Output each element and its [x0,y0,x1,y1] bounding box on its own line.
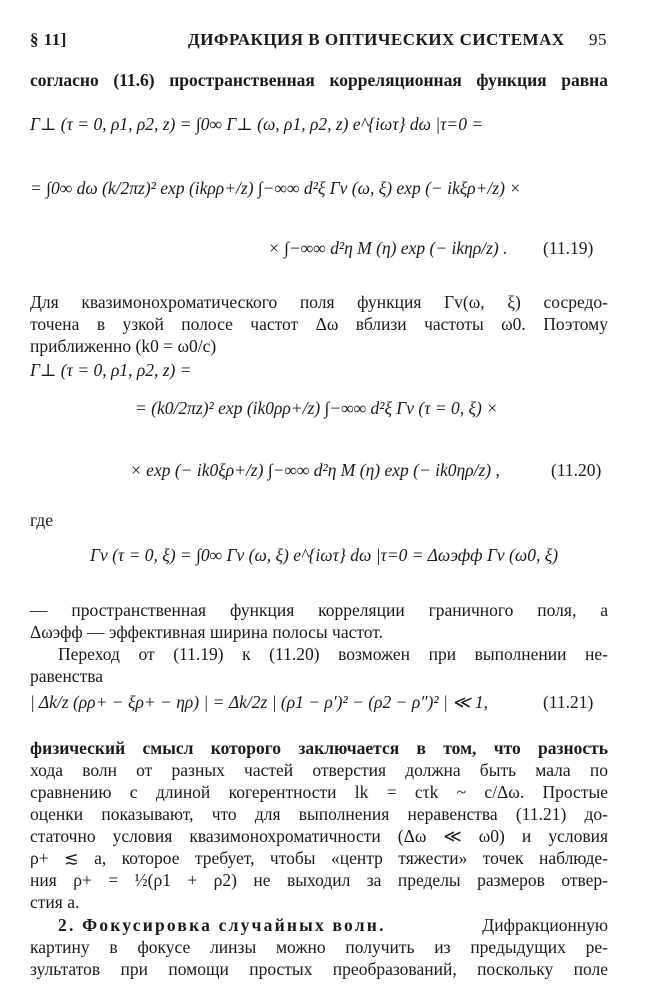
section-heading-continuation: Дифракционную [482,915,608,935]
equation-11-20-line-1: Γ⊥ (τ = 0, ρ1, ρ2, z) = [30,360,192,380]
text-line-8: Переход от (11.19) к (11.20) возможен при выполнении не- [58,644,608,664]
text-line-1: согласно (11.6) пространственная корреляционная функция равна [30,70,608,90]
section-heading: 2. Фокусировка случайных волн. [58,915,386,935]
equation-11-20-line-3: × exp (− ik0ξρ+/z) ∫−∞∞ d²η M (η) exp (− ik0ηρ/z) , [130,460,500,480]
equation-gamma-v: Γv (τ = 0, ξ) = ∫0∞ Γv (ω, ξ) e^{iωτ} dω |τ=0 = Δωэфф Γv (ω0, ξ) [90,545,559,565]
page-number: 95 [589,30,607,49]
text-line-7: Δωэфф — эффективная ширина полосы частот. [30,622,384,642]
equation-number-11-20: (11.20) [551,460,602,480]
text-line-2: Для квазимонохроматического поля функция Γv(ω, ξ) сосредо- [30,292,608,312]
text-line-5: где [30,510,53,530]
equation-11-19-line-1: Γ⊥ (τ = 0, ρ1, ρ2, z) = ∫0∞ Γ⊥ (ω, ρ1, ρ2, z) e^{iωτ} dω |τ=0 = [30,114,484,134]
equation-number-11-19: (11.19) [543,238,594,258]
text-line-13: оценки показывают, что для выполнения неравенства (11.21) до- [30,804,608,824]
text-line-6: — пространственная функция корреляции граничного поля, а [30,600,608,620]
equation-11-20-line-2: = (k0/2πz)² exp (ik0ρρ+/z) ∫−∞∞ d²ξ Γv (τ = 0, ξ) × [135,398,499,418]
text-line-20: зультатов при помощи простых преобразований, поскольку поле [30,959,608,979]
text-line-10: физический смысл которого заключается в том, что разность [30,738,608,758]
section-heading-line [58,913,608,937]
text-line-11: хода волн от разных частей отверстия должна быть мала по [30,760,608,780]
equation-11-21: | Δk/z (ρρ+ − ξρ+ − ηρ) | = Δk/2z | (ρ1 − ρ′)² − (ρ2 − ρ″)² | ≪ 1, [30,692,488,712]
text-line-4: приближенно (k0 = ω0/c) [30,336,217,356]
text-line-9: равенства [30,666,104,686]
text-line-16: ния ρ+ = ½(ρ1 + ρ2) не выходил за пределы размеров отвер- [30,870,608,890]
equation-11-19-line-3: × ∫−∞∞ d²η M (η) exp (− ikηρ/z) . [268,238,508,258]
equation-11-19-line-2: = ∫0∞ dω (k/2πz)² exp (ikρρ+/z) ∫−∞∞ d²ξ Γv (ω, ξ) exp (− ikξρ+/z) × [30,178,522,198]
equation-number-11-21: (11.21) [543,692,594,712]
text-line-17: стия a. [30,892,80,912]
text-line-14: статочно условия квазимонохроматичности (Δω ≪ ω0) и условия [30,826,608,846]
text-line-12: сравнению с длиной когерентности lk = cτk ~ c/Δω. Простые [30,782,608,802]
section-mark: § 11] [30,30,67,49]
text-line-19: картину в фокусе линзы можно получить из предыдущих ре- [30,937,608,957]
text-line-15: ρ+ ≲ a, которое требует, чтобы «центр тяжести» точек наблюде- [30,848,608,868]
text-line-3: точена в узкой полосе частот Δω вблизи частоты ω0. Поэтому [30,314,608,334]
running-title: ДИФРАКЦИЯ В ОПТИЧЕСКИХ СИСТЕМАХ [188,30,565,49]
